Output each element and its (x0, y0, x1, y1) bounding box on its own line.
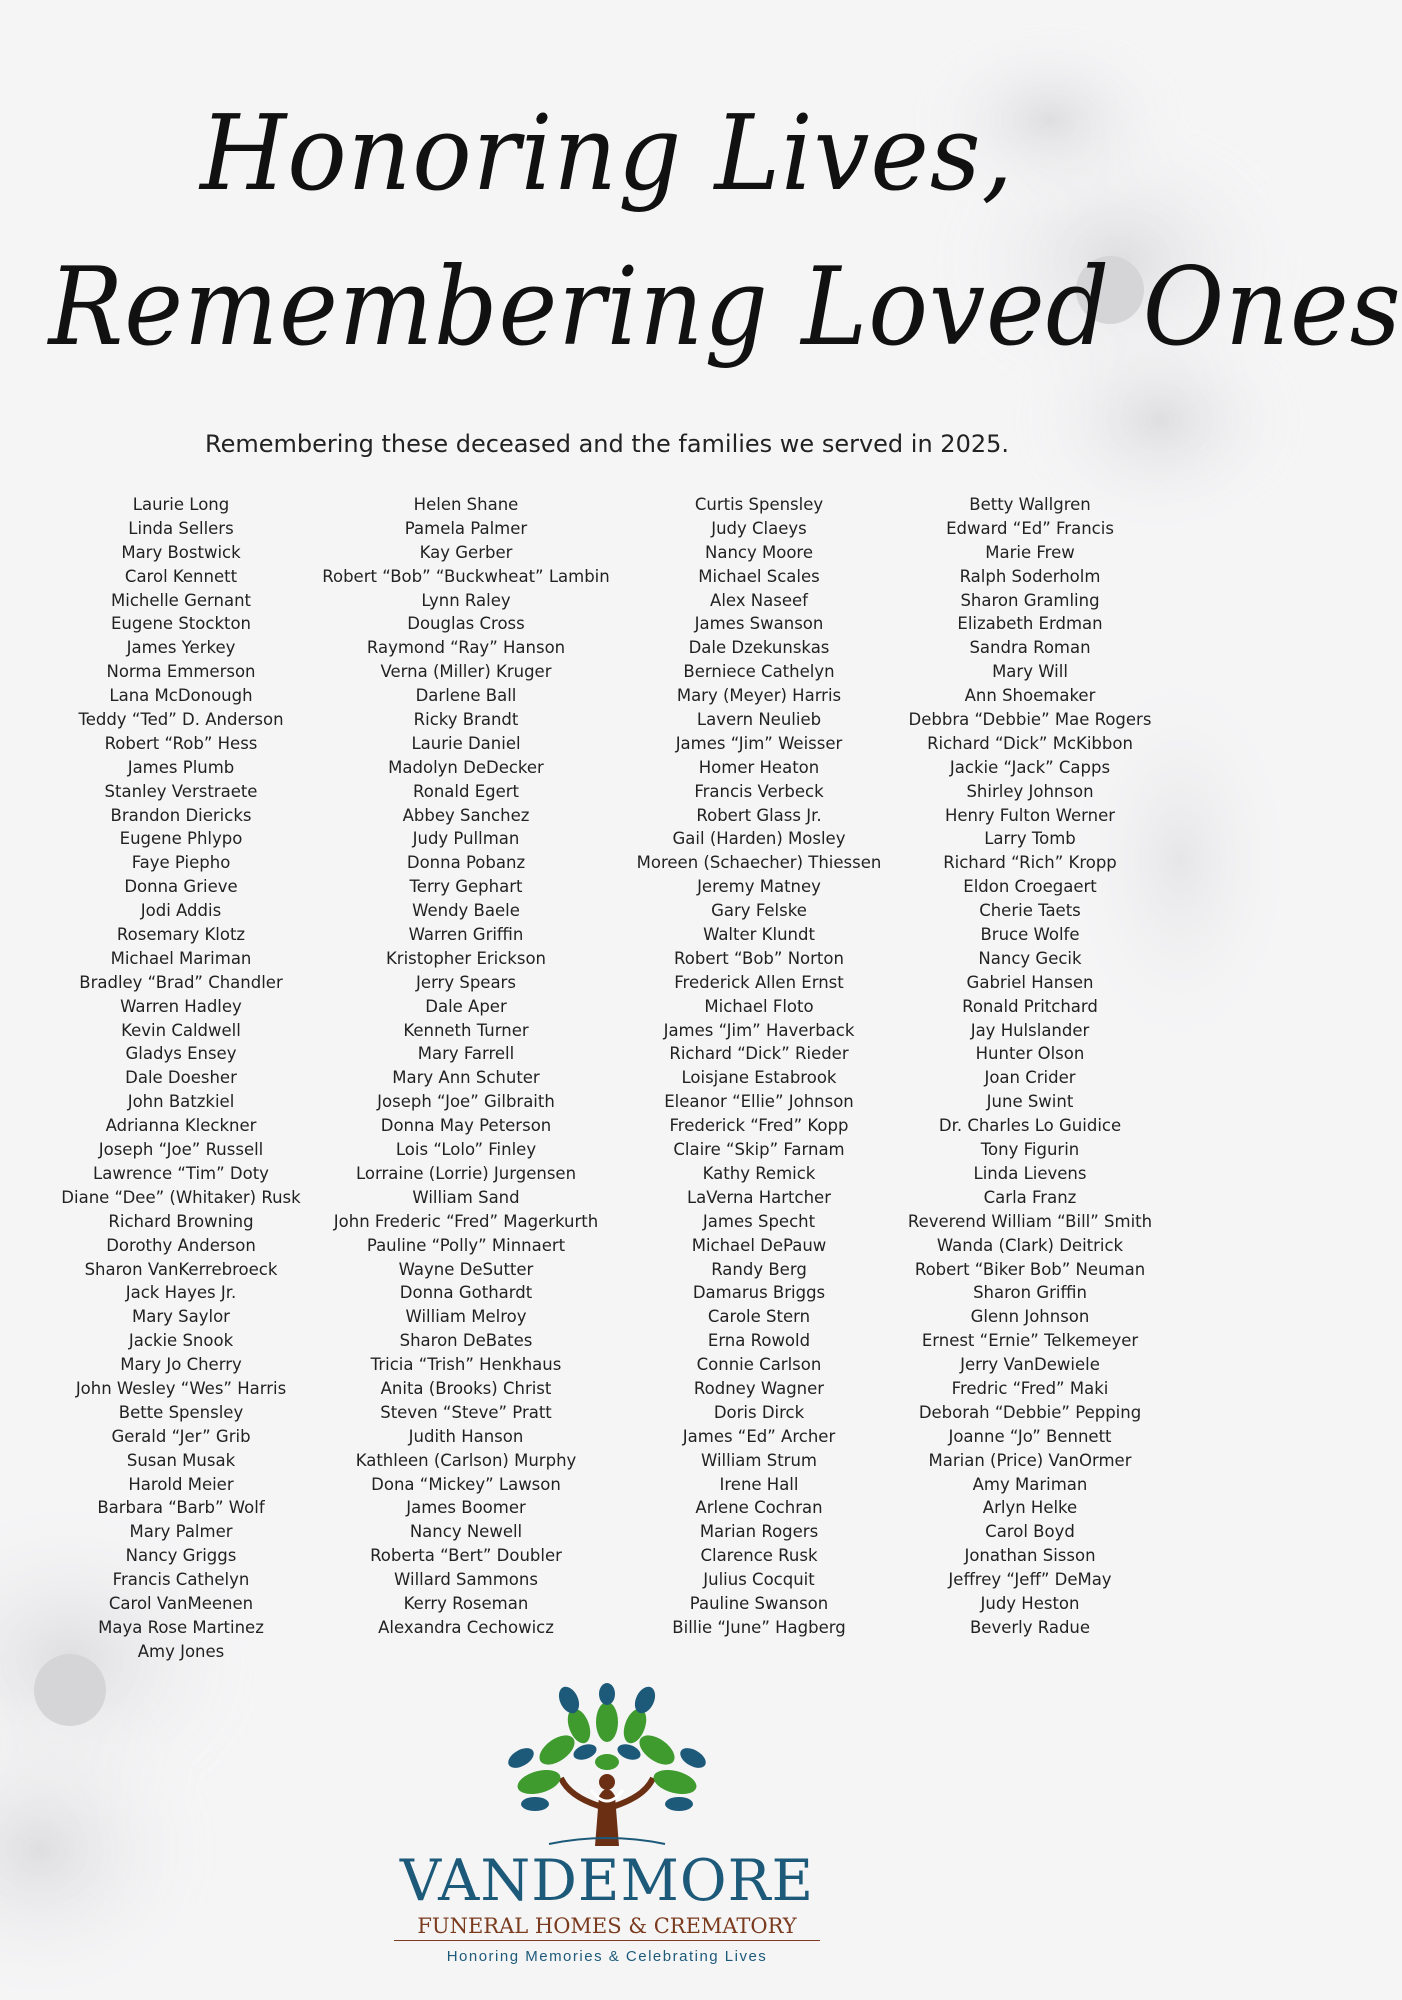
deceased-name: Connie Carlson (696, 1355, 822, 1375)
deceased-name: Nancy Griggs (125, 1546, 237, 1566)
deceased-name: Michael Scales (698, 566, 820, 586)
deceased-name: Billie “June” Hagberg (672, 1617, 846, 1637)
deceased-name: Nancy Moore (705, 542, 813, 562)
deceased-name: Adrianna Kleckner (105, 1116, 257, 1136)
deceased-name: James “Jim” Weisser (675, 733, 843, 753)
deceased-name: Carol VanMeenen (108, 1593, 254, 1613)
deceased-name: Jerry VanDewiele (960, 1355, 1100, 1375)
deceased-name: Betty Wallgren (969, 495, 1091, 514)
deceased-name: Mary Bostwick (121, 542, 241, 562)
deceased-name: Gabriel Hansen (966, 972, 1094, 992)
names-column-4 (896, 493, 1164, 1640)
deceased-name: Larry Tomb (984, 829, 1076, 849)
title-line-1: Honoring Lives, (200, 92, 1014, 214)
deceased-name: Joseph “Joe” Gilbraith (377, 1092, 555, 1112)
deceased-name: Debbra “Debbie” Mae Rogers (908, 710, 1152, 730)
deceased-name: Laurie Long (132, 495, 230, 514)
deceased-name: Ronald Pritchard (962, 996, 1098, 1016)
deceased-name: Gail (Harden) Mosley (672, 829, 846, 849)
deceased-name: Edward “Ed” Francis (946, 518, 1114, 538)
deceased-name: Joseph “Joe” Russell (98, 1140, 264, 1160)
deceased-name: Barbara “Barb” Wolf (97, 1498, 265, 1518)
deceased-name: Tony Figurin (980, 1140, 1080, 1160)
deceased-name: Warren Griffin (408, 925, 524, 945)
deceased-name: Sharon DeBates (399, 1331, 533, 1351)
title-line-2: Remembering Loved Ones (48, 245, 1402, 370)
deceased-name: Jeffrey “Jeff” DeMay (948, 1570, 1112, 1590)
deceased-name: James Yerkey (126, 638, 236, 658)
deceased-name: Elizabeth Erdman (957, 614, 1103, 634)
deceased-name: Fredric “Fred” Maki (951, 1378, 1109, 1398)
deceased-name: Cherie Taets (979, 901, 1081, 921)
deceased-name: Marian (Price) VanOrmer (928, 1450, 1132, 1470)
deceased-name: Alex Naseef (710, 590, 808, 610)
deceased-name: Ralph Soderholm (959, 566, 1101, 586)
deceased-name: Raymond “Ray” Hanson (366, 638, 566, 658)
deceased-name: Jonathan Sisson (964, 1546, 1096, 1566)
deceased-name: Mary (Meyer) Harris (676, 686, 842, 706)
names-column-2 (318, 493, 614, 1640)
deceased-name: Michael Mariman (110, 948, 252, 968)
deceased-name: Richard “Rich” Kropp (943, 853, 1117, 873)
deceased-name: Mary Jo Cherry (120, 1355, 242, 1375)
deceased-name: Marie Frew (985, 542, 1075, 562)
deceased-name: Linda Sellers (128, 518, 234, 538)
deceased-name: Michael DePauw (691, 1235, 827, 1255)
deceased-name: Sharon Griffin (973, 1283, 1087, 1303)
deceased-name: Laurie Daniel (411, 733, 521, 753)
deceased-name: Reverend William “Bill” Smith (907, 1211, 1153, 1231)
deceased-name: Teddy “Ted” D. Anderson (78, 710, 284, 730)
brand-name: VANDEMORE (399, 1848, 815, 1914)
deceased-name: Marian Rogers (699, 1522, 819, 1542)
deceased-name: Lois “Lolo” Finley (395, 1140, 537, 1160)
deceased-name: William Strum (701, 1450, 817, 1470)
deceased-name: Abbey Sanchez (402, 805, 530, 825)
deceased-name: Lavern Neulieb (696, 710, 822, 730)
deceased-name: Ricky Brandt (413, 710, 519, 730)
deceased-name: Claire “Skip” Farnam (673, 1140, 845, 1160)
deceased-name: Arlene Cochran (695, 1498, 823, 1518)
deceased-name: Norma Emmerson (106, 662, 256, 682)
deceased-name: Robert “Rob” Hess (104, 733, 258, 753)
deceased-name: Lana McDonough (109, 686, 253, 706)
subtitle: Remembering these deceased and the families we served in 2025. (204, 430, 1010, 458)
deceased-name: Harold Meier (128, 1474, 234, 1494)
deceased-name: Kathy Remick (702, 1163, 816, 1183)
deceased-name: Steven “Steve” Pratt (380, 1402, 552, 1422)
deceased-name: Maya Rose Martinez (98, 1617, 264, 1637)
deceased-name: Madolyn DeDecker (388, 757, 544, 777)
deceased-name: Alexandra Cechowicz (378, 1617, 554, 1637)
deceased-name: Irene Hall (719, 1474, 799, 1494)
deceased-name: Henry Fulton Werner (944, 805, 1116, 825)
deceased-name: Anita (Brooks) Christ (380, 1378, 552, 1398)
deceased-name: Randy Berg (711, 1259, 807, 1279)
deceased-name: Shirley Johnson (966, 781, 1094, 801)
deceased-name: Lynn Raley (421, 590, 511, 610)
deceased-name: Mary Farrell (417, 1044, 515, 1064)
deceased-name: Richard “Dick” Rieder (669, 1044, 849, 1064)
deceased-name: Jodi Addis (140, 901, 222, 921)
deceased-name: Walter Klundt (703, 925, 815, 945)
deceased-name: Amy Jones (137, 1641, 225, 1661)
deceased-name: Carol Kennett (124, 566, 238, 586)
deceased-name: Mary Palmer (129, 1522, 233, 1542)
deceased-name: Berniece Cathelyn (683, 662, 835, 682)
deceased-name: Jay Hulslander (970, 1020, 1090, 1040)
deceased-name: June Swint (986, 1092, 1074, 1112)
deceased-name: Dr. Charles Lo Guidice (938, 1116, 1122, 1136)
deceased-name: Pauline Swanson (689, 1593, 829, 1613)
deceased-name: Kathleen (Carlson) Murphy (355, 1450, 577, 1470)
deceased-name: Bruce Wolfe (980, 925, 1080, 945)
brand-tagline: Honoring Memories & Celebrating Lives (446, 1948, 768, 1965)
deceased-name: Judith Hanson (408, 1426, 524, 1446)
names-column-1 (50, 493, 312, 1664)
deceased-name: Lorraine (Lorrie) Jurgensen (355, 1163, 577, 1183)
deceased-name: John Frederic “Fred” Magerkurth (333, 1211, 599, 1231)
deceased-name: Frederick Allen Ernst (674, 972, 844, 992)
deceased-name: Susan Musak (126, 1450, 236, 1470)
deceased-name: Kenneth Turner (403, 1020, 529, 1040)
deceased-name: LaVerna Hartcher (686, 1187, 831, 1207)
deceased-name: Sandra Roman (969, 638, 1091, 658)
deceased-name: Moreen (Schaecher) Thiessen (636, 853, 882, 873)
deceased-name: Pamela Palmer (404, 518, 528, 538)
deceased-name: Carol Boyd (985, 1522, 1075, 1542)
deceased-name: William Melroy (405, 1307, 527, 1327)
tree-of-life-icon (499, 1686, 715, 1846)
deceased-name: Homer Heaton (698, 757, 820, 777)
deceased-name: Pauline “Polly” Minnaert (366, 1235, 566, 1255)
deceased-name: Jackie Snook (128, 1331, 234, 1351)
deceased-name: Dale Doesher (125, 1068, 237, 1088)
deceased-name: Francis Verbeck (694, 781, 824, 801)
deceased-name: Sharon VanKerrebroeck (84, 1259, 278, 1279)
deceased-name: Rodney Wagner (693, 1378, 825, 1398)
deceased-name: Joanne “Jo” Bennett (948, 1426, 1112, 1446)
deceased-name: Clarence Rusk (700, 1546, 818, 1566)
deceased-name: Kevin Caldwell (121, 1020, 241, 1040)
deceased-name: Kristopher Erickson (385, 948, 547, 968)
deceased-name: Carla Franz (983, 1187, 1077, 1207)
deceased-name: Kay Gerber (419, 542, 513, 562)
deceased-name: James Specht (702, 1211, 816, 1231)
deceased-name: Douglas Cross (407, 614, 525, 634)
deceased-name: James Swanson (694, 614, 824, 634)
deceased-name: Glenn Johnson (970, 1307, 1090, 1327)
brand-divider (394, 1940, 820, 1941)
deceased-name: Eleanor “Ellie” Johnson (664, 1092, 854, 1112)
deceased-name: Curtis Spensley (694, 495, 824, 514)
deceased-name: Gary Felske (711, 901, 807, 921)
deceased-name: Bradley “Brad” Chandler (79, 972, 283, 992)
deceased-name: Judy Pullman (412, 829, 520, 849)
deceased-name: Robert “Bob” Norton (674, 948, 844, 968)
deceased-name: Linda Lievens (973, 1163, 1087, 1183)
deceased-name: Terry Gephart (409, 877, 523, 897)
deceased-name: Richard Browning (108, 1211, 254, 1231)
deceased-name: Wendy Baele (412, 901, 520, 921)
deceased-name: Donna Pobanz (406, 853, 526, 873)
deceased-name: Michael Floto (704, 996, 814, 1016)
deceased-name: Brandon Diericks (110, 805, 252, 825)
deceased-name: Dale Aper (425, 996, 507, 1016)
deceased-name: Verna (Miller) Kruger (380, 662, 552, 682)
deceased-name: Jerry Spears (416, 972, 516, 992)
deceased-name: Judy Heston (980, 1593, 1080, 1613)
deceased-name: Hunter Olson (975, 1044, 1085, 1064)
deceased-name: Nancy Newell (409, 1522, 523, 1542)
deceased-name: Donna May Peterson (380, 1116, 552, 1136)
deceased-name: Warren Hadley (120, 996, 242, 1016)
deceased-name: Jeremy Matney (697, 877, 821, 897)
deceased-name: Damarus Briggs (692, 1283, 826, 1303)
deceased-name: Dorothy Anderson (106, 1235, 256, 1255)
deceased-name: Roberta “Bert” Doubler (370, 1546, 562, 1566)
deceased-name: Robert Glass Jr. (696, 805, 822, 825)
deceased-name: Donna Grieve (124, 877, 238, 897)
deceased-name: Deborah “Debbie” Pepping (918, 1402, 1142, 1422)
deceased-name: Frederick “Fred” Kopp (669, 1116, 849, 1136)
deceased-name: Robert “Biker Bob” Neuman (914, 1259, 1146, 1279)
deceased-name: James Plumb (127, 757, 235, 777)
deceased-name: Beverly Radue (969, 1617, 1091, 1637)
deceased-name: Nancy Gecik (978, 948, 1082, 968)
deceased-name: Kerry Roseman (403, 1593, 529, 1613)
brand-subtitle: FUNERAL HOMES & CREMATORY (417, 1914, 797, 1938)
names-list (0, 493, 1214, 1663)
deceased-name: Amy Mariman (972, 1474, 1088, 1494)
deceased-name: Joan Crider (984, 1068, 1076, 1088)
deceased-name: Loisjane Estabrook (681, 1068, 837, 1088)
deceased-name: Mary Ann Schuter (392, 1068, 540, 1088)
deceased-name: Darlene Ball (415, 686, 517, 706)
names-column-3 (620, 493, 898, 1640)
deceased-name: Stanley Verstraete (104, 781, 258, 801)
deceased-name: Willard Sammons (394, 1570, 538, 1590)
deceased-name: Bette Spensley (118, 1402, 244, 1422)
deceased-name: Ernest “Ernie” Telkemeyer (921, 1331, 1139, 1351)
deceased-name: Eugene Phlypo (119, 829, 243, 849)
deceased-name: Faye Piepho (131, 853, 231, 873)
deceased-name: John Wesley “Wes” Harris (75, 1378, 287, 1398)
deceased-name: Sharon Gramling (960, 590, 1100, 610)
deceased-name: Eldon Croegaert (963, 877, 1097, 897)
deceased-name: Helen Shane (413, 495, 519, 514)
deceased-name: Mary Will (992, 662, 1068, 682)
deceased-name: Mary Saylor (132, 1307, 230, 1327)
deceased-name: Arlyn Helke (982, 1498, 1078, 1518)
deceased-name: Diane “Dee” (Whitaker) Rusk (61, 1187, 301, 1207)
deceased-name: Michelle Gernant (111, 590, 251, 610)
deceased-name: John Batzkiel (127, 1092, 235, 1112)
deceased-name: Carole Stern (707, 1307, 811, 1327)
deceased-name: Tricia “Trish” Henkhaus (370, 1355, 562, 1375)
deceased-name: Dona “Mickey” Lawson (371, 1474, 561, 1494)
deceased-name: Jack Hayes Jr. (125, 1283, 237, 1303)
deceased-name: Francis Cathelyn (112, 1570, 250, 1590)
deceased-name: Rosemary Klotz (116, 925, 246, 945)
deceased-name: Gladys Ensey (125, 1044, 237, 1064)
deceased-name: Julius Cocquit (703, 1570, 815, 1590)
deceased-name: Wanda (Clark) Deitrick (936, 1235, 1124, 1255)
vandemore-logo (384, 1686, 830, 1986)
deceased-name: Richard “Dick” McKibbon (927, 733, 1133, 753)
deceased-name: Ann Shoemaker (964, 686, 1096, 706)
deceased-name: Donna Gothardt (399, 1283, 533, 1303)
deceased-name: James “Ed” Archer (682, 1426, 836, 1446)
deceased-name: Wayne DeSutter (398, 1259, 534, 1279)
deceased-name: Gerald “Jer” Grib (111, 1426, 251, 1446)
deceased-name: Robert “Bob” “Buckwheat” Lambin (322, 566, 610, 586)
deceased-name: Lawrence “Tim” Doty (93, 1163, 269, 1183)
deceased-name: Judy Claeys (711, 518, 807, 538)
deceased-name: Eugene Stockton (110, 614, 252, 634)
deceased-name: Ronald Egert (413, 781, 519, 801)
deceased-name: Jackie “Jack” Capps (949, 757, 1111, 777)
deceased-name: Erna Rowold (707, 1331, 811, 1351)
deceased-name: Dale Dzekunskas (688, 638, 830, 658)
deceased-name: James “Jim” Haverback (663, 1020, 855, 1040)
deceased-name: William Sand (412, 1187, 520, 1207)
deceased-name: James Boomer (406, 1498, 526, 1518)
deceased-name: Doris Dirck (713, 1402, 805, 1422)
